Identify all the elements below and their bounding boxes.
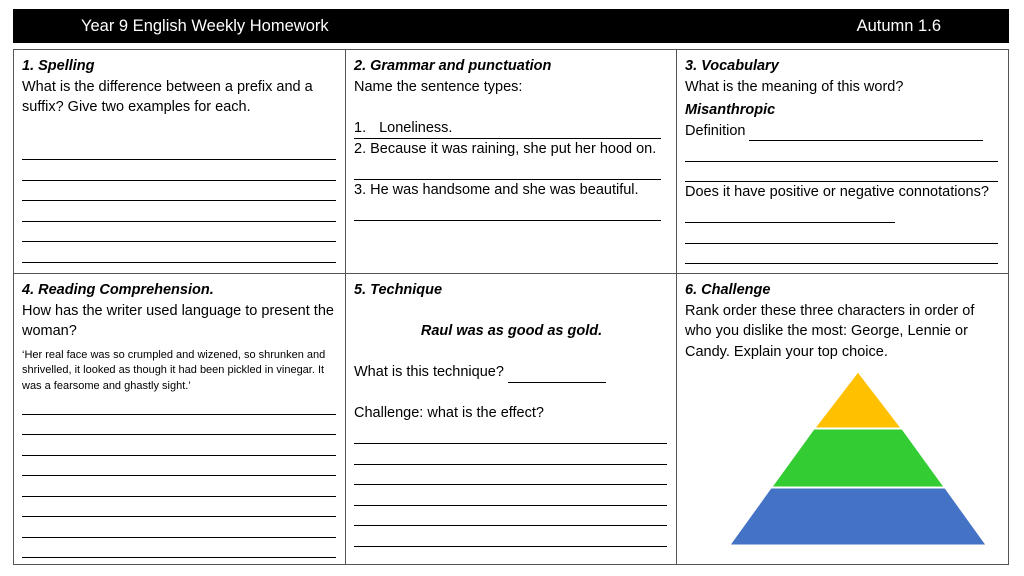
answer-line[interactable]: [685, 141, 998, 162]
answer-line[interactable]: [22, 242, 336, 263]
reading-question: How has the writer used language to present the woman?: [22, 302, 334, 339]
technique-challenge: Challenge: what is the effect?: [354, 405, 544, 421]
answer-line[interactable]: [22, 435, 336, 456]
answer-line[interactable]: [22, 415, 336, 436]
pyramid-tier-bottom[interactable]: [730, 488, 986, 545]
connotation-blank[interactable]: [685, 205, 895, 223]
definition-row: [685, 121, 1000, 142]
pyramid-tier-top[interactable]: [815, 372, 901, 428]
reading-task: [14, 274, 346, 564]
technique-heading: 5. Technique: [354, 282, 443, 298]
answer-line[interactable]: [22, 222, 336, 243]
reading-heading: 4. Reading Comprehension.: [22, 282, 214, 298]
ranking-pyramid: [718, 370, 988, 546]
grammar-task: [346, 50, 677, 274]
technique-question: [354, 362, 669, 383]
answer-line[interactable]: [354, 485, 667, 506]
answer-line[interactable]: [22, 181, 336, 202]
term-label: Autumn 1.6: [856, 17, 941, 35]
answer-line[interactable]: [354, 465, 667, 486]
technique-blank[interactable]: [508, 365, 606, 383]
answer-line[interactable]: [354, 526, 667, 547]
pyramid-tier-middle[interactable]: [772, 429, 944, 487]
spelling-heading: 1. Spelling: [22, 58, 95, 74]
spelling-task: [14, 50, 346, 274]
item-text: Loneliness.: [379, 119, 453, 136]
technique-example: Raul was as good as gold.: [420, 323, 603, 339]
vocabulary-question: What is the meaning of this word?: [685, 78, 904, 95]
answer-line[interactable]: [22, 160, 336, 181]
answer-line[interactable]: [354, 444, 667, 465]
vocabulary-task: [677, 50, 1008, 274]
grammar-question: Name the sentence types:: [354, 78, 523, 95]
grammar-heading: 2. Grammar and punctuation: [354, 58, 552, 74]
connotation-question: [685, 182, 1000, 223]
answer-line[interactable]: [22, 201, 336, 222]
answer-line[interactable]: [685, 162, 998, 183]
answer-line[interactable]: [22, 497, 336, 518]
answer-line[interactable]: [685, 244, 998, 265]
definition-label: Definition: [685, 122, 746, 139]
technique-task: [346, 274, 677, 564]
connotation-text: Does it have positive or negative connotations?: [685, 184, 989, 200]
spelling-question: What is the difference between a prefix and a suffix? Give two examples for each.: [22, 78, 313, 115]
answer-line[interactable]: [685, 223, 998, 244]
answer-line[interactable]: [354, 160, 661, 181]
answer-line[interactable]: [354, 424, 667, 445]
answer-line[interactable]: [22, 394, 336, 415]
answer-line[interactable]: [354, 506, 667, 527]
reading-quote: ‘Her real face was so crumpled and wizened, so shrunken and shrivelled, it looked as though it had been pickled in vinegar. It was a fearsome and ghastly sight.’: [22, 348, 326, 392]
answer-line[interactable]: [22, 456, 336, 477]
grammar-item-3: 3. He was handsome and she was beautiful.: [354, 182, 639, 198]
grammar-item-1: [354, 118, 669, 139]
answer-line[interactable]: [354, 201, 661, 222]
challenge-heading: 6. Challenge: [685, 282, 771, 298]
item-number: 1.: [354, 119, 367, 136]
answer-line[interactable]: [22, 140, 336, 161]
answer-line[interactable]: [22, 538, 336, 559]
challenge-question: Rank order these three characters in order of who you dislike the most: George, Lennie or Candy. Explain your top choice.: [685, 302, 975, 360]
grammar-item-2: 2. Because it was raining, she put her hood on.: [354, 141, 657, 157]
header-bar: [13, 9, 1009, 43]
technique-question-text: What is this technique?: [354, 364, 504, 380]
definition-blank[interactable]: [749, 123, 983, 141]
vocabulary-heading: 3. Vocabulary: [685, 58, 779, 74]
vocabulary-word: Misanthropic: [685, 102, 776, 118]
answer-line[interactable]: [22, 476, 336, 497]
answer-line[interactable]: [22, 517, 336, 538]
homework-title: Year 9 English Weekly Homework: [81, 17, 329, 35]
